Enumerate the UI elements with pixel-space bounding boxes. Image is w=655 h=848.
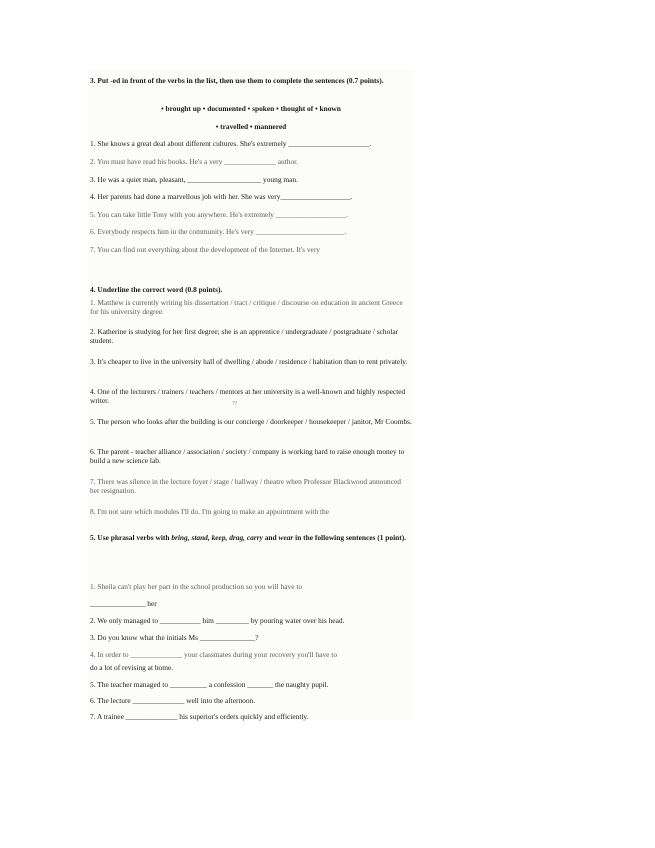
- section5-item-1-blank: _______________ her: [90, 599, 157, 608]
- section5-heading: 5. Use phrasal verbs with bring, stand, keep, drag, carry and wear in the following sentences (1 point).: [90, 533, 407, 542]
- section4-item-1: 1. Matthew is currently writing his dissertation / tract / critique / discourse on education in ancient Greece for his university degree.: [90, 298, 403, 316]
- section5-item-3: 3. Do you know what the initials Ms _______________?: [90, 633, 259, 642]
- section3-word-list-1: • brought up • documented • spoken • thought of • known: [161, 104, 341, 113]
- scan-smudge: ??: [232, 401, 238, 407]
- section3-item-7: 7. You can find out everything about the development of the Internet. It's very: [90, 245, 320, 254]
- section5-item-4: 4. In order to ______________ your classmates during your recovery you'll have to: [90, 650, 338, 659]
- section3-item-6: 6. Everybody respects him in the community. He's very ________________________.: [90, 227, 347, 236]
- section3-item-5: 5. You can take little Tony with you anywhere. He's extremely ___________________.: [90, 210, 348, 219]
- section5-item-1: 1. Sheila can't play her part in the school production so you will have to: [90, 582, 303, 591]
- section5-item-6: 6. The lecture ______________ well into the afternoon.: [90, 696, 256, 705]
- section5-item-7: 7. A trainee ______________ his superior's orders quickly and efficiently.: [90, 712, 309, 721]
- section3-word-list-2: • travelled • mannered: [215, 122, 287, 131]
- section5-item-2: 2. We only managed to ___________ him _________ by pouring water over his head.: [90, 616, 345, 625]
- section3-item-2: 2. You must have read his books. He's a very ______________ author.: [90, 157, 299, 166]
- section3-heading: 3. Put -ed in front of the verbs in the list, then use them to complete the sentences (0.7 points).: [90, 76, 384, 85]
- section4-item-2: 2. Katherine is studying for her first degree; she is an apprentice / undergraduate / postgraduate / scholar student.: [90, 327, 399, 345]
- section4-heading: 4. Underline the correct word (0.8 points).: [90, 285, 223, 294]
- section4-item-5: 5. The person who looks after the building is our concierge / doorkeeper / housekeeper / janitor, Mr Coombs.: [90, 417, 412, 426]
- section3-item-3: 3. He was a quiet man, pleasant, ____________________ young man.: [90, 175, 298, 184]
- section3-item-1: 1. She knows a great deal about different cultures. She's extremely ______________________.: [90, 139, 372, 148]
- section4-item-4: 4. One of the lecturers / trainers / teachers / mentors at her university is a well-known and highly respected writer.: [90, 387, 406, 405]
- section3-item-4: 4. Her parents had done a marvellous job with her. She was very___________________.: [90, 192, 353, 201]
- section4-item-8: 8. I'm not sure which modules I'll do. I'm going to make an appointment with the: [90, 507, 330, 516]
- section5-item-5: 5. The teacher managed to __________ a confession _______ the naughty pupil.: [90, 680, 329, 689]
- section4-item-7: 7. There was silence in the lecture foyer / stage / hallway / theatre when Professor Blackwood announced her resignation.: [90, 477, 401, 495]
- section5-item-4-cont: do a lot of revising at home.: [90, 663, 174, 672]
- section4-item-3: 3. It's cheaper to live in the university hall of dwelling / abode / residence / habitation than to rent privately.: [90, 357, 408, 366]
- section5-heading-wear: wear: [278, 533, 294, 542]
- section4-item-6: 6. The parent - teacher alliance / association / society / company is working hard to raise enough money to build a new science lab.: [90, 447, 405, 465]
- section5-heading-verbs: bring, stand, keep, drag, carry: [171, 533, 263, 542]
